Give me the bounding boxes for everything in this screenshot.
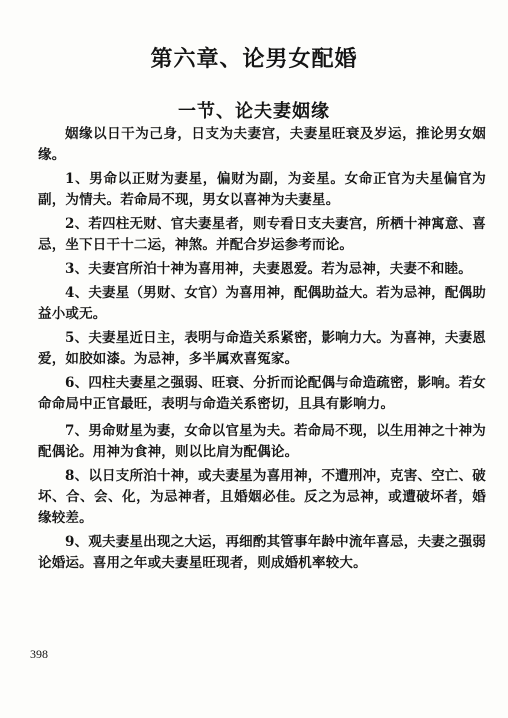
- page-number: 398: [30, 647, 48, 661]
- paragraph-1: 1、男命以正财为妻星，偏财为副，为妾星。女命正官为夫星偏官为副，为情夫。若命局不现，男女以喜神为夫妻星。: [38, 171, 486, 208]
- paragraph-9: 9、观夫妻星出现之大运，再细酌其管事年龄中流年喜忌，夫妻之强弱论婚运。喜用之年或夫妻星旺现者，则成婚机率较大。: [38, 534, 486, 571]
- paragraph-4: 4、夫妻星（男财、女官）为喜用神，配偶助益大。若为忌神，配偶助益小或无。: [38, 285, 486, 322]
- section-title: 一节、论夫妻姻缘: [178, 101, 330, 122]
- paragraph-intro: 姻缘以日干为己身，日支为夫妻宫，夫妻星旺衰及岁运，推论男女姻缘。: [38, 126, 486, 163]
- paragraph-6: 6、四柱夫妻星之强弱、旺衰、分折而论配偶与命造疏密，影响。若女命命局中正官最旺，表明与命造关系密切，且具有影响力。: [38, 375, 486, 412]
- body-text: [38, 124, 486, 577]
- paragraph-2: 2、若四柱无财、官夫妻星者，则专看日支夫妻宫，所栖十神寓意、喜忌，坐下日干十二运，神煞。并配合岁运参考而论。: [38, 216, 486, 253]
- chapter-title: 第六章、论男女配婚: [150, 46, 358, 72]
- paragraph-8: 8、以日支所泊十神，或夫妻星为喜用神，不遭刑冲，克害、空亡、破坏、合、会、化，为忌神者，且婚姻必佳。反之为忌神，或遭破坏者，婚缘较差。: [38, 468, 486, 526]
- paragraph-3: 3、夫妻宫所泊十神为喜用神，夫妻恩爱。若为忌神，夫妻不和睦。: [65, 261, 472, 277]
- paragraph-5: 5、夫妻星近日主，表明与命造关系紧密，影响力大。为喜神，夫妻恩爱，如胶如漆。为忌神，多半属欢喜冤家。: [38, 330, 486, 367]
- paragraph-7: 7、男命财星为妻，女命以官星为夫。若命局不现，以生用神之十神为配偶论。用神为食神，则以比肩为配偶论。: [38, 423, 486, 460]
